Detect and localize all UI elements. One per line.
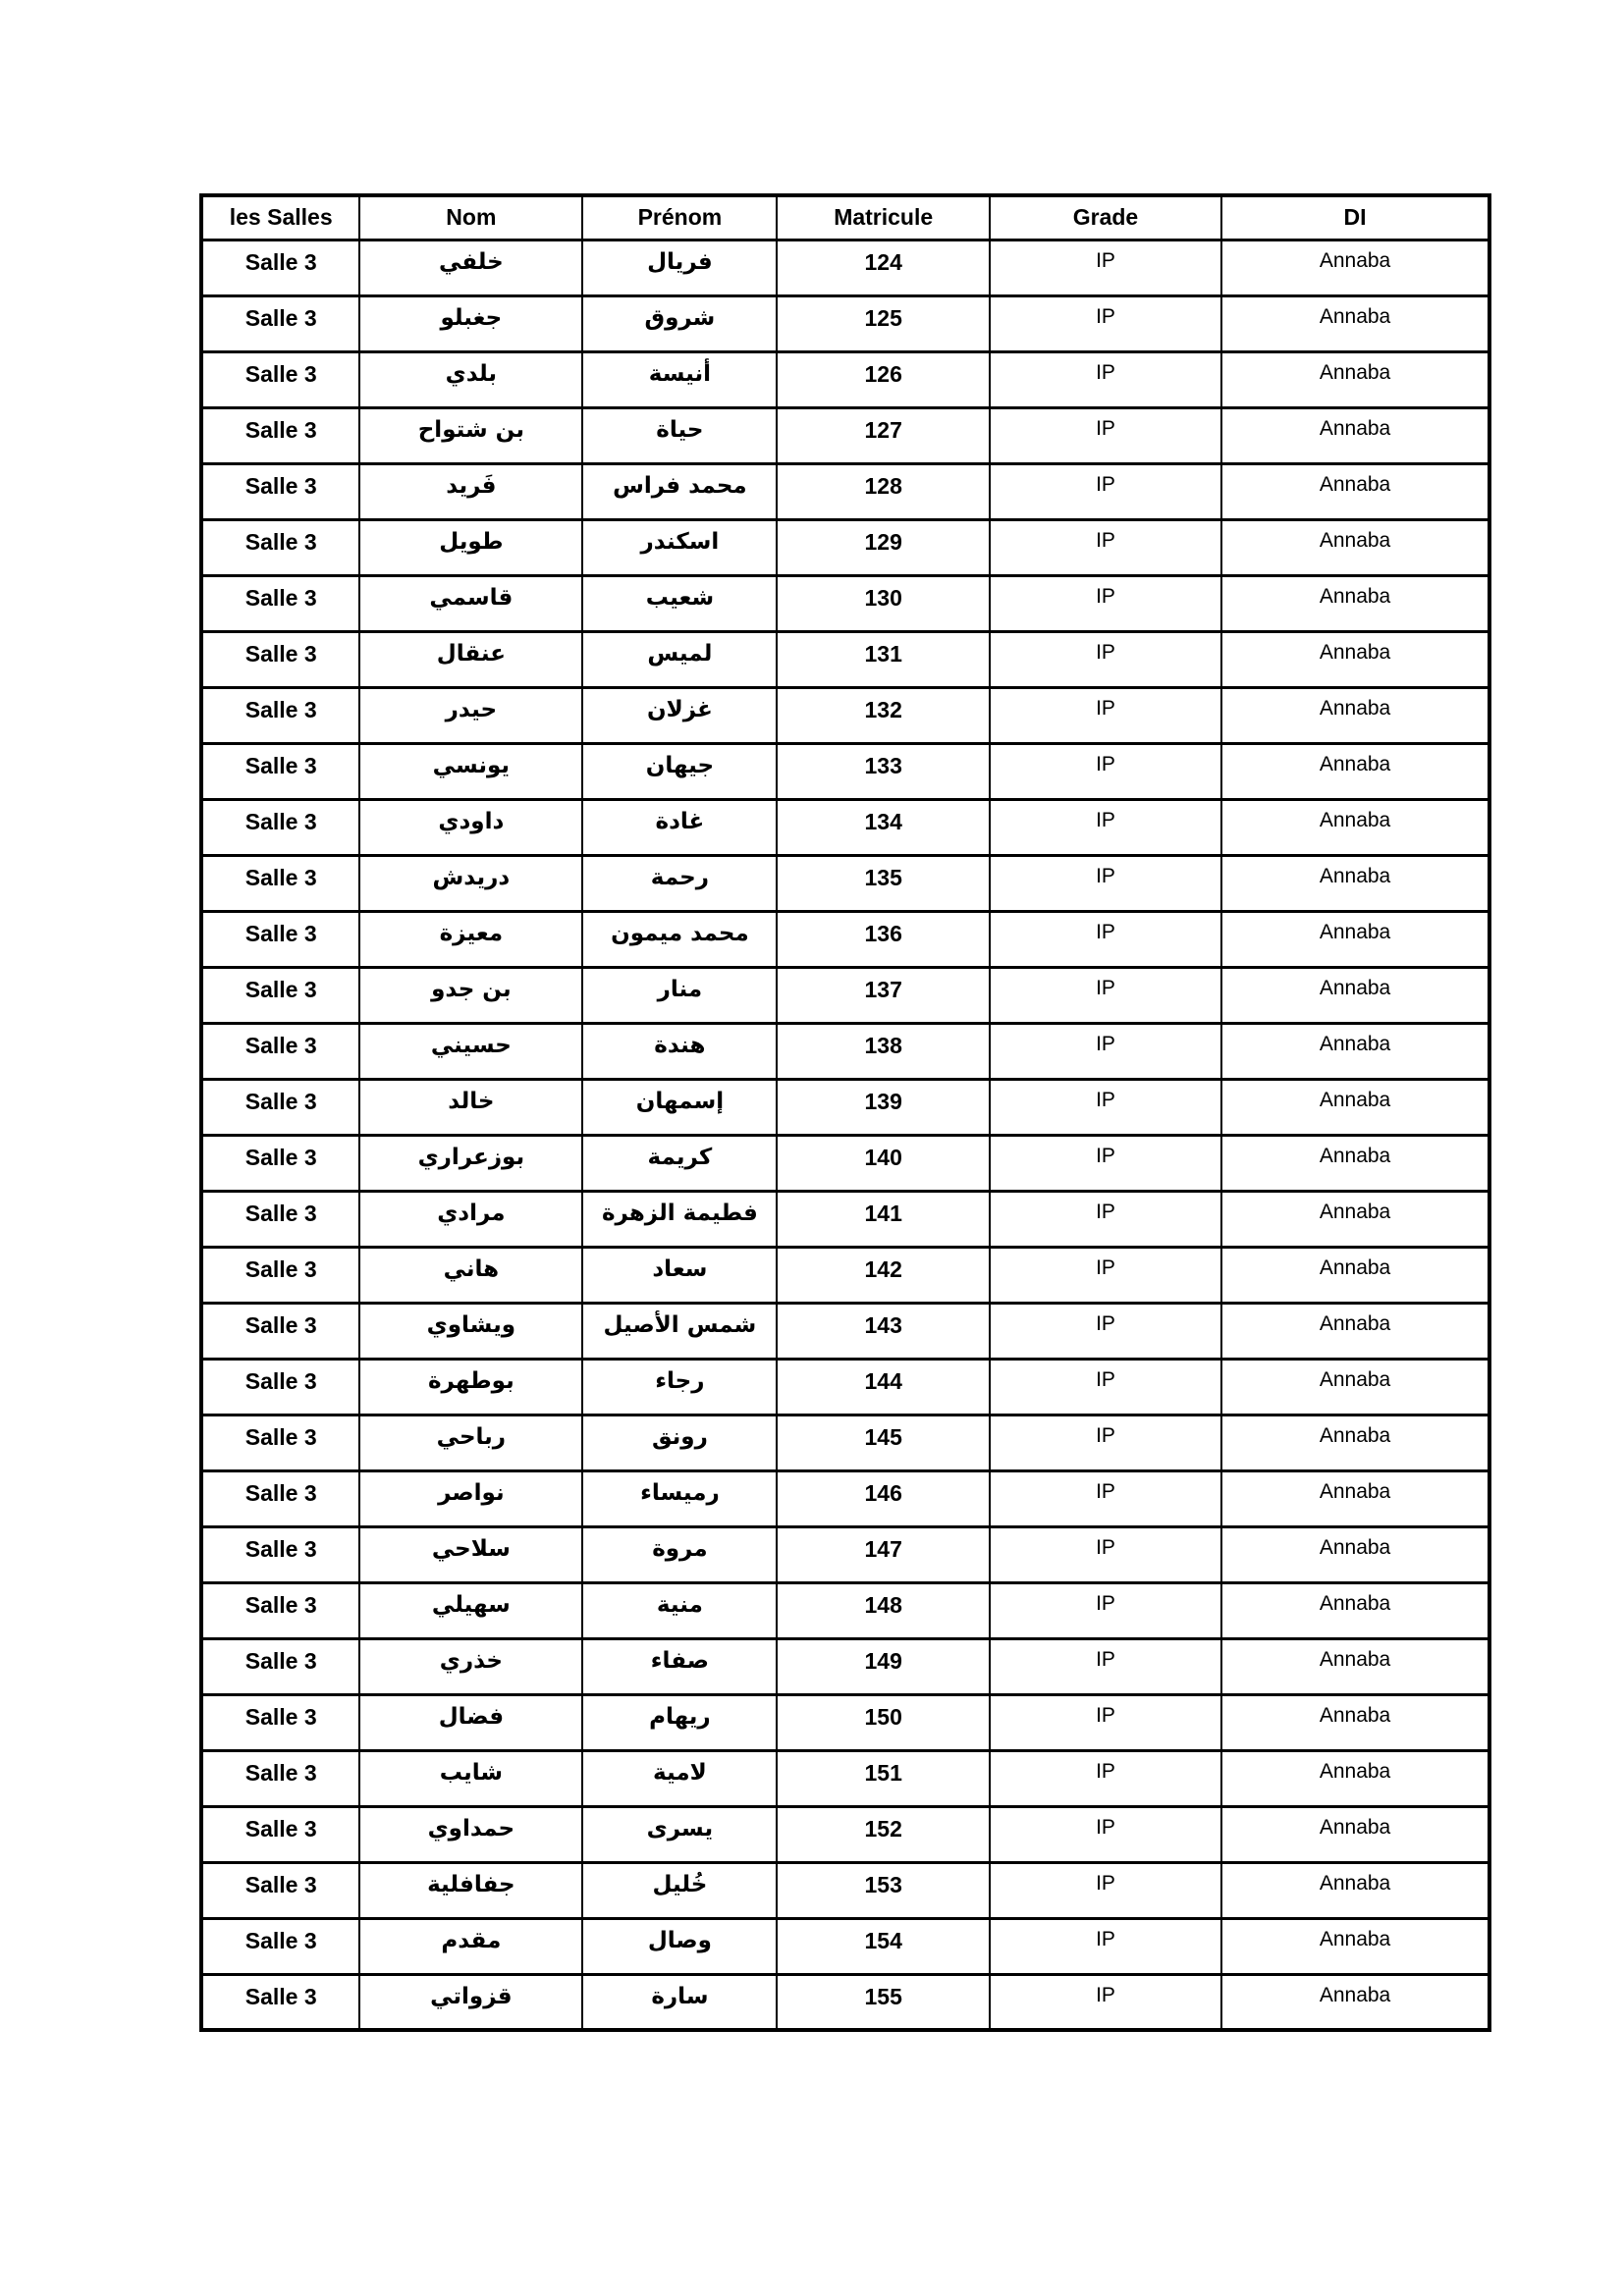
table-row — [201, 855, 1489, 911]
cell-grade: IP — [990, 407, 1221, 463]
table-row — [201, 1806, 1489, 1862]
table-row — [201, 799, 1489, 855]
table-row — [201, 1359, 1489, 1415]
cell-matricule: 140 — [777, 1135, 989, 1191]
cell-prenom: رجاء — [582, 1359, 777, 1415]
cell-prenom: لامية — [582, 1750, 777, 1806]
cell-salle: Salle 3 — [201, 519, 359, 575]
cell-grade: IP — [990, 1247, 1221, 1303]
cell-di: Annaba — [1221, 295, 1489, 351]
cell-nom: جفافلية — [359, 1862, 582, 1918]
table-row — [201, 407, 1489, 463]
cell-nom: ويشاوي — [359, 1303, 582, 1359]
cell-salle: Salle 3 — [201, 1247, 359, 1303]
cell-matricule: 135 — [777, 855, 989, 911]
cell-grade: IP — [990, 1079, 1221, 1135]
cell-grade: IP — [990, 967, 1221, 1023]
cell-nom: حسيني — [359, 1023, 582, 1079]
table-row — [201, 1694, 1489, 1750]
cell-di: Annaba — [1221, 407, 1489, 463]
cell-matricule: 152 — [777, 1806, 989, 1862]
cell-di: Annaba — [1221, 911, 1489, 967]
cell-prenom: سعاد — [582, 1247, 777, 1303]
cell-prenom: يسرى — [582, 1806, 777, 1862]
cell-prenom: اسكندر — [582, 519, 777, 575]
cell-grade: IP — [990, 1582, 1221, 1638]
cell-matricule: 155 — [777, 1974, 989, 2030]
cell-grade: IP — [990, 1806, 1221, 1862]
cell-grade: IP — [990, 631, 1221, 687]
cell-grade: IP — [990, 295, 1221, 351]
cell-nom: مرادي — [359, 1191, 582, 1247]
table-row — [201, 1303, 1489, 1359]
cell-di: Annaba — [1221, 1135, 1489, 1191]
table-row — [201, 240, 1489, 295]
cell-di: Annaba — [1221, 1023, 1489, 1079]
cell-matricule: 132 — [777, 687, 989, 743]
cell-prenom: شروق — [582, 295, 777, 351]
cell-prenom: غزلان — [582, 687, 777, 743]
cell-nom: بوطهرة — [359, 1359, 582, 1415]
cell-grade: IP — [990, 575, 1221, 631]
cell-nom: هاني — [359, 1247, 582, 1303]
cell-di: Annaba — [1221, 1415, 1489, 1470]
table-row — [201, 1023, 1489, 1079]
cell-prenom: لميس — [582, 631, 777, 687]
cell-nom: فضال — [359, 1694, 582, 1750]
cell-di: Annaba — [1221, 967, 1489, 1023]
table-row — [201, 519, 1489, 575]
cell-grade: IP — [990, 1918, 1221, 1974]
header-row — [201, 195, 1489, 240]
table-row — [201, 1582, 1489, 1638]
cell-matricule: 136 — [777, 911, 989, 967]
cell-salle: Salle 3 — [201, 1862, 359, 1918]
cell-grade: IP — [990, 1135, 1221, 1191]
cell-di: Annaba — [1221, 575, 1489, 631]
cell-matricule: 124 — [777, 240, 989, 295]
table-row — [201, 1918, 1489, 1974]
cell-grade: IP — [990, 799, 1221, 855]
cell-salle: Salle 3 — [201, 799, 359, 855]
cell-salle: Salle 3 — [201, 1135, 359, 1191]
cell-prenom: فريال — [582, 240, 777, 295]
cell-prenom: شمس الأصيل — [582, 1303, 777, 1359]
cell-di: Annaba — [1221, 1918, 1489, 1974]
cell-di: Annaba — [1221, 1694, 1489, 1750]
cell-di: Annaba — [1221, 799, 1489, 855]
cell-matricule: 133 — [777, 743, 989, 799]
cell-grade: IP — [990, 1862, 1221, 1918]
cell-matricule: 147 — [777, 1526, 989, 1582]
table-row — [201, 1415, 1489, 1470]
cell-nom: رباحي — [359, 1415, 582, 1470]
cell-nom: دريدش — [359, 855, 582, 911]
cell-nom: بن جدو — [359, 967, 582, 1023]
table-body — [201, 240, 1489, 2030]
cell-prenom: وصال — [582, 1918, 777, 1974]
cell-matricule: 153 — [777, 1862, 989, 1918]
cell-di: Annaba — [1221, 351, 1489, 407]
cell-nom: عنقال — [359, 631, 582, 687]
cell-di: Annaba — [1221, 1191, 1489, 1247]
cell-matricule: 138 — [777, 1023, 989, 1079]
table-row — [201, 687, 1489, 743]
cell-matricule: 148 — [777, 1582, 989, 1638]
cell-nom: حمداوي — [359, 1806, 582, 1862]
cell-salle: Salle 3 — [201, 351, 359, 407]
cell-grade: IP — [990, 1694, 1221, 1750]
cell-salle: Salle 3 — [201, 1806, 359, 1862]
table-row — [201, 295, 1489, 351]
cell-matricule: 130 — [777, 575, 989, 631]
cell-di: Annaba — [1221, 240, 1489, 295]
cell-di: Annaba — [1221, 1247, 1489, 1303]
table-row — [201, 1638, 1489, 1694]
cell-salle: Salle 3 — [201, 1359, 359, 1415]
cell-salle: Salle 3 — [201, 1079, 359, 1135]
cell-salle: Salle 3 — [201, 575, 359, 631]
cell-nom: معيزة — [359, 911, 582, 967]
cell-grade: IP — [990, 1415, 1221, 1470]
cell-di: Annaba — [1221, 519, 1489, 575]
table-row — [201, 1750, 1489, 1806]
cell-matricule: 137 — [777, 967, 989, 1023]
cell-salle: Salle 3 — [201, 1974, 359, 2030]
cell-nom: يونسي — [359, 743, 582, 799]
cell-grade: IP — [990, 1974, 1221, 2030]
table-row — [201, 631, 1489, 687]
cell-prenom: منية — [582, 1582, 777, 1638]
cell-matricule: 125 — [777, 295, 989, 351]
cell-prenom: صفاء — [582, 1638, 777, 1694]
cell-prenom: رحمة — [582, 855, 777, 911]
cell-prenom: فطيمة الزهرة — [582, 1191, 777, 1247]
cell-nom: فَريد — [359, 463, 582, 519]
cell-salle: Salle 3 — [201, 240, 359, 295]
cell-grade: IP — [990, 240, 1221, 295]
cell-nom: خالد — [359, 1079, 582, 1135]
table-row — [201, 1470, 1489, 1526]
cell-nom: شايب — [359, 1750, 582, 1806]
cell-salle: Salle 3 — [201, 1023, 359, 1079]
cell-salle: Salle 3 — [201, 1750, 359, 1806]
cell-prenom: ريهام — [582, 1694, 777, 1750]
table-row — [201, 463, 1489, 519]
column-header-nom: Nom — [359, 195, 582, 240]
cell-matricule: 131 — [777, 631, 989, 687]
cell-matricule: 128 — [777, 463, 989, 519]
cell-prenom: غادة — [582, 799, 777, 855]
cell-grade: IP — [990, 351, 1221, 407]
cell-nom: مقدم — [359, 1918, 582, 1974]
cell-di: Annaba — [1221, 743, 1489, 799]
cell-salle: Salle 3 — [201, 1470, 359, 1526]
table-row — [201, 1526, 1489, 1582]
cell-salle: Salle 3 — [201, 1415, 359, 1470]
cell-nom: نواصر — [359, 1470, 582, 1526]
cell-di: Annaba — [1221, 687, 1489, 743]
cell-nom: سلاحي — [359, 1526, 582, 1582]
cell-salle: Salle 3 — [201, 1526, 359, 1582]
cell-salle: Salle 3 — [201, 295, 359, 351]
table-row — [201, 1862, 1489, 1918]
cell-di: Annaba — [1221, 1638, 1489, 1694]
table-row — [201, 1135, 1489, 1191]
table-row — [201, 1974, 1489, 2030]
cell-nom: سهيلي — [359, 1582, 582, 1638]
cell-di: Annaba — [1221, 1750, 1489, 1806]
cell-matricule: 142 — [777, 1247, 989, 1303]
cell-matricule: 141 — [777, 1191, 989, 1247]
cell-matricule: 149 — [777, 1638, 989, 1694]
cell-salle: Salle 3 — [201, 1694, 359, 1750]
column-header-matricule: Matricule — [777, 195, 989, 240]
cell-di: Annaba — [1221, 855, 1489, 911]
cell-nom: خذري — [359, 1638, 582, 1694]
cell-grade: IP — [990, 687, 1221, 743]
column-header-grade: Grade — [990, 195, 1221, 240]
cell-prenom: رونق — [582, 1415, 777, 1470]
table-row — [201, 743, 1489, 799]
cell-grade: IP — [990, 519, 1221, 575]
cell-matricule: 150 — [777, 1694, 989, 1750]
cell-nom: داودي — [359, 799, 582, 855]
cell-salle: Salle 3 — [201, 1303, 359, 1359]
cell-nom: حيدر — [359, 687, 582, 743]
cell-grade: IP — [990, 463, 1221, 519]
cell-prenom: محمد فراس — [582, 463, 777, 519]
cell-prenom: حياة — [582, 407, 777, 463]
cell-matricule: 126 — [777, 351, 989, 407]
cell-matricule: 151 — [777, 1750, 989, 1806]
cell-grade: IP — [990, 1526, 1221, 1582]
cell-di: Annaba — [1221, 631, 1489, 687]
cell-grade: IP — [990, 1191, 1221, 1247]
cell-nom: طويل — [359, 519, 582, 575]
table-row — [201, 967, 1489, 1023]
cell-grade: IP — [990, 1470, 1221, 1526]
column-header-di: DI — [1221, 195, 1489, 240]
cell-di: Annaba — [1221, 1862, 1489, 1918]
cell-grade: IP — [990, 1638, 1221, 1694]
cell-grade: IP — [990, 911, 1221, 967]
column-header-les-salles: les Salles — [201, 195, 359, 240]
cell-prenom: أنيسة — [582, 351, 777, 407]
cell-prenom: جيهان — [582, 743, 777, 799]
cell-grade: IP — [990, 1359, 1221, 1415]
cell-nom: قاسمي — [359, 575, 582, 631]
cell-di: Annaba — [1221, 1806, 1489, 1862]
cell-salle: Salle 3 — [201, 1582, 359, 1638]
cell-di: Annaba — [1221, 1974, 1489, 2030]
cell-prenom: رميساء — [582, 1470, 777, 1526]
table-row — [201, 1191, 1489, 1247]
cell-grade: IP — [990, 855, 1221, 911]
cell-salle: Salle 3 — [201, 1191, 359, 1247]
table-row — [201, 1247, 1489, 1303]
cell-di: Annaba — [1221, 1470, 1489, 1526]
cell-salle: Salle 3 — [201, 967, 359, 1023]
cell-prenom: مروة — [582, 1526, 777, 1582]
cell-prenom: إسمهان — [582, 1079, 777, 1135]
cell-salle: Salle 3 — [201, 855, 359, 911]
table-row — [201, 1079, 1489, 1135]
cell-matricule: 154 — [777, 1918, 989, 1974]
cell-di: Annaba — [1221, 1582, 1489, 1638]
table-row — [201, 351, 1489, 407]
cell-di: Annaba — [1221, 1526, 1489, 1582]
cell-matricule: 146 — [777, 1470, 989, 1526]
cell-grade: IP — [990, 1750, 1221, 1806]
cell-matricule: 134 — [777, 799, 989, 855]
cell-salle: Salle 3 — [201, 1918, 359, 1974]
cell-nom: قزواتي — [359, 1974, 582, 2030]
cell-nom: جغبلو — [359, 295, 582, 351]
cell-nom: بن شتواح — [359, 407, 582, 463]
cell-matricule: 129 — [777, 519, 989, 575]
table-row — [201, 911, 1489, 967]
cell-prenom: خُليل — [582, 1862, 777, 1918]
column-header-prenom: Prénom — [582, 195, 777, 240]
cell-nom: بلدي — [359, 351, 582, 407]
table-row — [201, 575, 1489, 631]
cell-di: Annaba — [1221, 1079, 1489, 1135]
cell-grade: IP — [990, 743, 1221, 799]
cell-matricule: 143 — [777, 1303, 989, 1359]
cell-salle: Salle 3 — [201, 687, 359, 743]
cell-di: Annaba — [1221, 463, 1489, 519]
cell-salle: Salle 3 — [201, 463, 359, 519]
cell-matricule: 145 — [777, 1415, 989, 1470]
cell-prenom: كريمة — [582, 1135, 777, 1191]
cell-nom: بوزعراري — [359, 1135, 582, 1191]
cell-di: Annaba — [1221, 1303, 1489, 1359]
cell-prenom: محمد ميمون — [582, 911, 777, 967]
cell-salle: Salle 3 — [201, 407, 359, 463]
cell-prenom: منار — [582, 967, 777, 1023]
cell-matricule: 139 — [777, 1079, 989, 1135]
cell-nom: خلفي — [359, 240, 582, 295]
cell-grade: IP — [990, 1023, 1221, 1079]
cell-salle: Salle 3 — [201, 1638, 359, 1694]
cell-matricule: 144 — [777, 1359, 989, 1415]
cell-salle: Salle 3 — [201, 911, 359, 967]
cell-grade: IP — [990, 1303, 1221, 1359]
cell-prenom: هندة — [582, 1023, 777, 1079]
cell-salle: Salle 3 — [201, 631, 359, 687]
cell-di: Annaba — [1221, 1359, 1489, 1415]
cell-prenom: سارة — [582, 1974, 777, 2030]
cell-salle: Salle 3 — [201, 743, 359, 799]
students-table — [199, 193, 1491, 2032]
cell-prenom: شعيب — [582, 575, 777, 631]
cell-matricule: 127 — [777, 407, 989, 463]
